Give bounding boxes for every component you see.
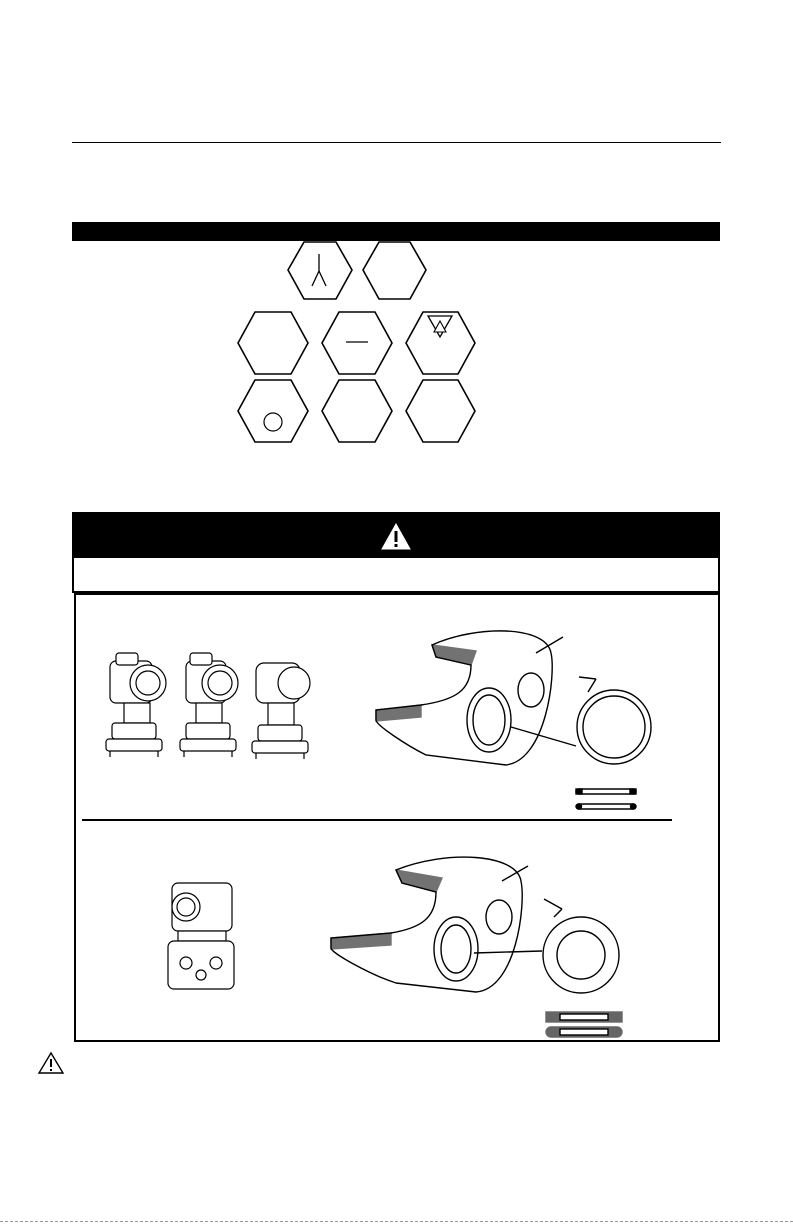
- warning-box: [72, 512, 720, 593]
- traditional-transmitter-icon: [168, 883, 234, 989]
- triangle-in-triangle-hexagon-icon: [406, 312, 475, 374]
- section-title-bar: [72, 222, 720, 241]
- flange-adapter-with-o-ring-icon: [376, 631, 651, 809]
- footer-rule: [0, 1221, 793, 1222]
- header-rule: [72, 142, 721, 143]
- blank-hexagon-icon: [363, 242, 426, 299]
- blank-hexagon-icon: [322, 380, 392, 442]
- figure-divider: [82, 819, 672, 821]
- figure-box: [74, 593, 720, 1042]
- flange-with-square-o-ring-icon: [331, 857, 622, 1037]
- phase-branch-icon: [288, 242, 352, 299]
- hazard-symbol-grid: [230, 242, 480, 447]
- small-circle-hexagon-icon: [238, 380, 308, 442]
- three-coplanar-transmitters-icon: [106, 653, 310, 759]
- warning-triangle-small-icon: [38, 1052, 64, 1074]
- horizontal-line-hexagon-icon: [322, 312, 392, 374]
- blank-hexagon-icon: [406, 380, 475, 442]
- warning-triangle-icon: [381, 523, 411, 550]
- warning-header: [74, 514, 718, 558]
- blank-hexagon-icon: [238, 312, 308, 374]
